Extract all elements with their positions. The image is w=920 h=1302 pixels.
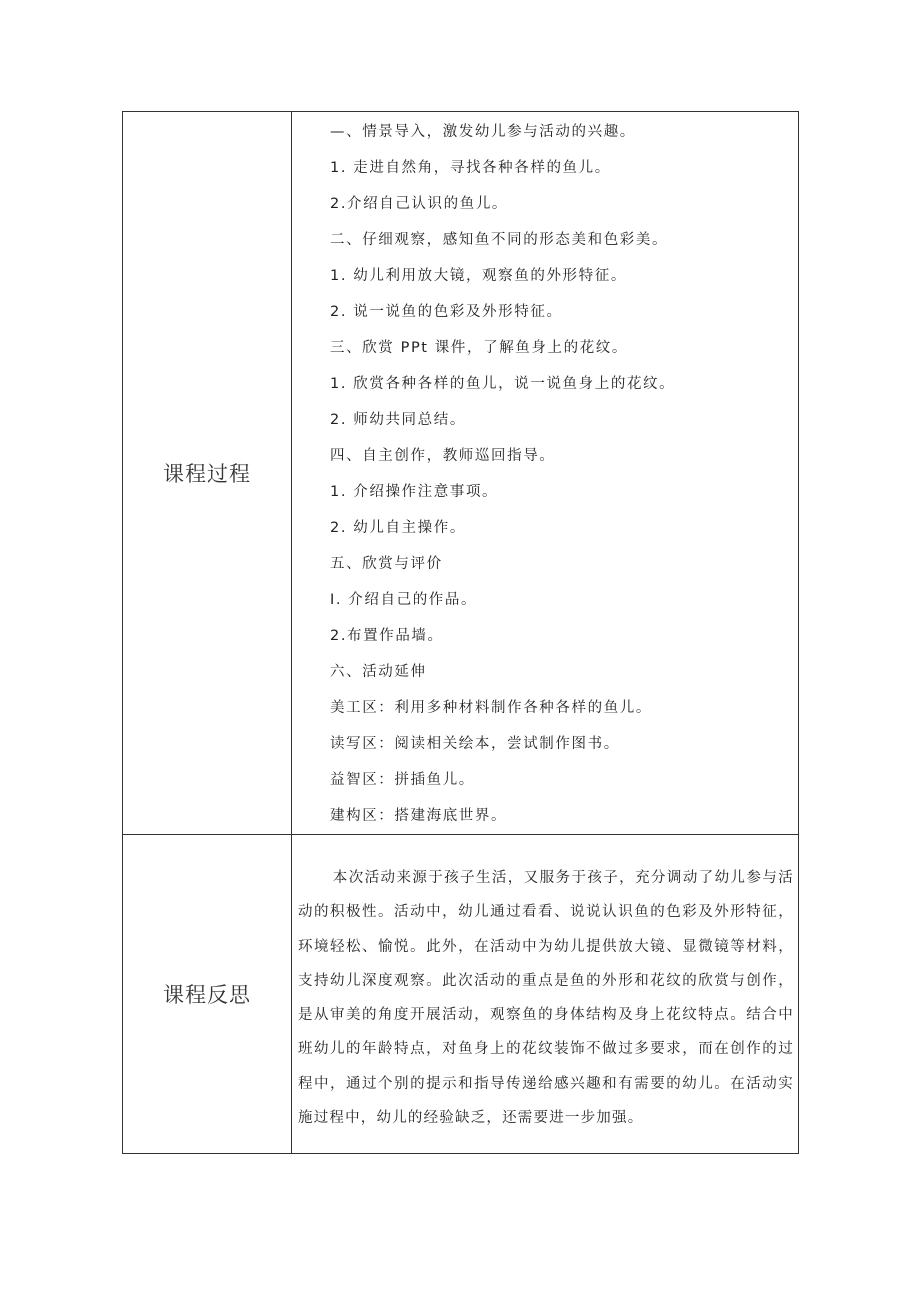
lesson-plan-table [122, 111, 799, 1154]
process-content-cell [292, 112, 799, 835]
reflection-body [292, 835, 798, 1135]
process-line: 建构区：搭建海底世界。 [330, 808, 508, 824]
process-line: 1. 欣赏各种各样的鱼儿，说一说鱼身上的花纹。 [330, 376, 676, 392]
process-line: I. 介绍自己的作品。 [330, 592, 478, 608]
process-line: 1. 幼儿利用放大镜，观察鱼的外形特征。 [330, 268, 627, 284]
process-line: 2. 幼儿自主操作。 [330, 520, 466, 536]
process-label: 课程过程 [123, 112, 292, 835]
process-line: 四、自主创作，教师巡回指导。 [330, 448, 556, 464]
process-line: 二、仔细观察，感知鱼不同的形态美和色彩美。 [330, 232, 669, 248]
process-line: 六、活动延伸 [330, 664, 427, 680]
reflection-label: 课程反思 [123, 835, 292, 1154]
process-line: 2.布置作品墙。 [330, 628, 444, 644]
process-line: 益智区：拼插鱼儿。 [330, 772, 475, 788]
process-line: —、情景导入，激发幼儿参与活动的兴趣。 [330, 124, 636, 140]
process-row [123, 112, 799, 835]
process-line: 2. 师幼共同总结。 [330, 412, 466, 428]
reflection-row [123, 835, 799, 1154]
process-line: 1. 走进自然角，寻找各种各样的鱼儿。 [330, 160, 611, 176]
process-line: 美工区：利用多种材料制作各种各样的鱼儿。 [330, 700, 652, 716]
reflection-paragraph: 本次活动来源于孩子生活，又服务于孩子，充分调动了幼儿参与活动的积极性。活动中，幼儿通过看看、说说认识鱼的色彩及外形特征，环境轻松、愉悦。此外，在活动中为幼儿提供放大镜、显微镜等材料，支持幼儿深度观察。此次活动的重点是鱼的外形和花纹的欣赏与创作，是从审美的角度开展活动，观察鱼的身体结构及身上花纹特点。结合中班幼儿的年龄特点，对鱼身上的花纹装饰不做过多要求，而在创作的过程中，通过个别的提示和指导传递给感兴趣和有需要的幼儿。在活动实施过程中，幼儿的经验缺乏，还需要进一步加强。 [298, 870, 794, 1127]
process-line: 读写区：阅读相关绘本，尝试制作图书。 [330, 736, 620, 752]
process-line: 五、欣赏与评价 [330, 556, 443, 572]
process-line: 三、欣赏 PPt 课件，了解鱼身上的花纹。 [330, 340, 628, 356]
process-lines [292, 112, 798, 834]
process-line: 1. 介绍操作注意事项。 [330, 484, 499, 500]
reflection-content-cell [292, 835, 799, 1154]
process-line: 2. 说一说鱼的色彩及外形特征。 [330, 304, 563, 320]
process-line: 2.介绍自己认识的鱼儿。 [330, 196, 509, 212]
